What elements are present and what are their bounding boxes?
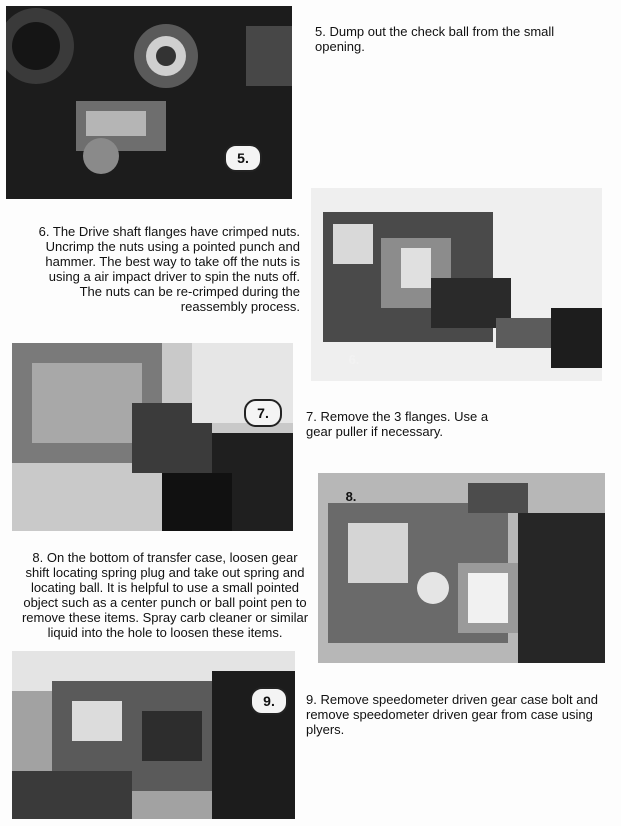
step-8-photo bbox=[318, 473, 605, 663]
step-7-photo bbox=[12, 343, 293, 531]
step-6-text: 6. The Drive shaft flanges have crimped nuts. Uncrimp the nuts using a pointed punch and hammer. The best way to take off the nuts is using a air impact driver to spin the nuts off. The nuts can be re-crimped during the reassembly process. bbox=[38, 224, 300, 314]
step-8-text: 8. On the bottom of transfer case, loosen gear shift locating spring plug and take out spring and locating ball. It is helpful to use a small pointed object such as a center punch or ball point pen to remove these items. Spray carb cleaner or similar liquid into the hole to loosen these items. bbox=[21, 550, 309, 640]
step-8-badge: 8. bbox=[345, 489, 357, 504]
step-9-photo bbox=[12, 651, 295, 819]
step-5-photo bbox=[6, 6, 292, 199]
step-9-text: 9. Remove speedometer driven gear case bolt and remove speedometer driven gear from case using plyers. bbox=[306, 692, 598, 737]
step-7-text: 7. Remove the 3 flanges. Use a gear puller if necessary. bbox=[306, 409, 489, 439]
step-5-badge: 5. bbox=[224, 144, 262, 172]
step-7-badge: 7. bbox=[244, 399, 282, 427]
step-6-badge: 6. bbox=[348, 352, 360, 367]
step-6-photo bbox=[311, 188, 602, 381]
step-5-text: 5. Dump out the check ball from the small opening. bbox=[315, 24, 555, 54]
step-9-badge: 9. bbox=[250, 687, 288, 715]
